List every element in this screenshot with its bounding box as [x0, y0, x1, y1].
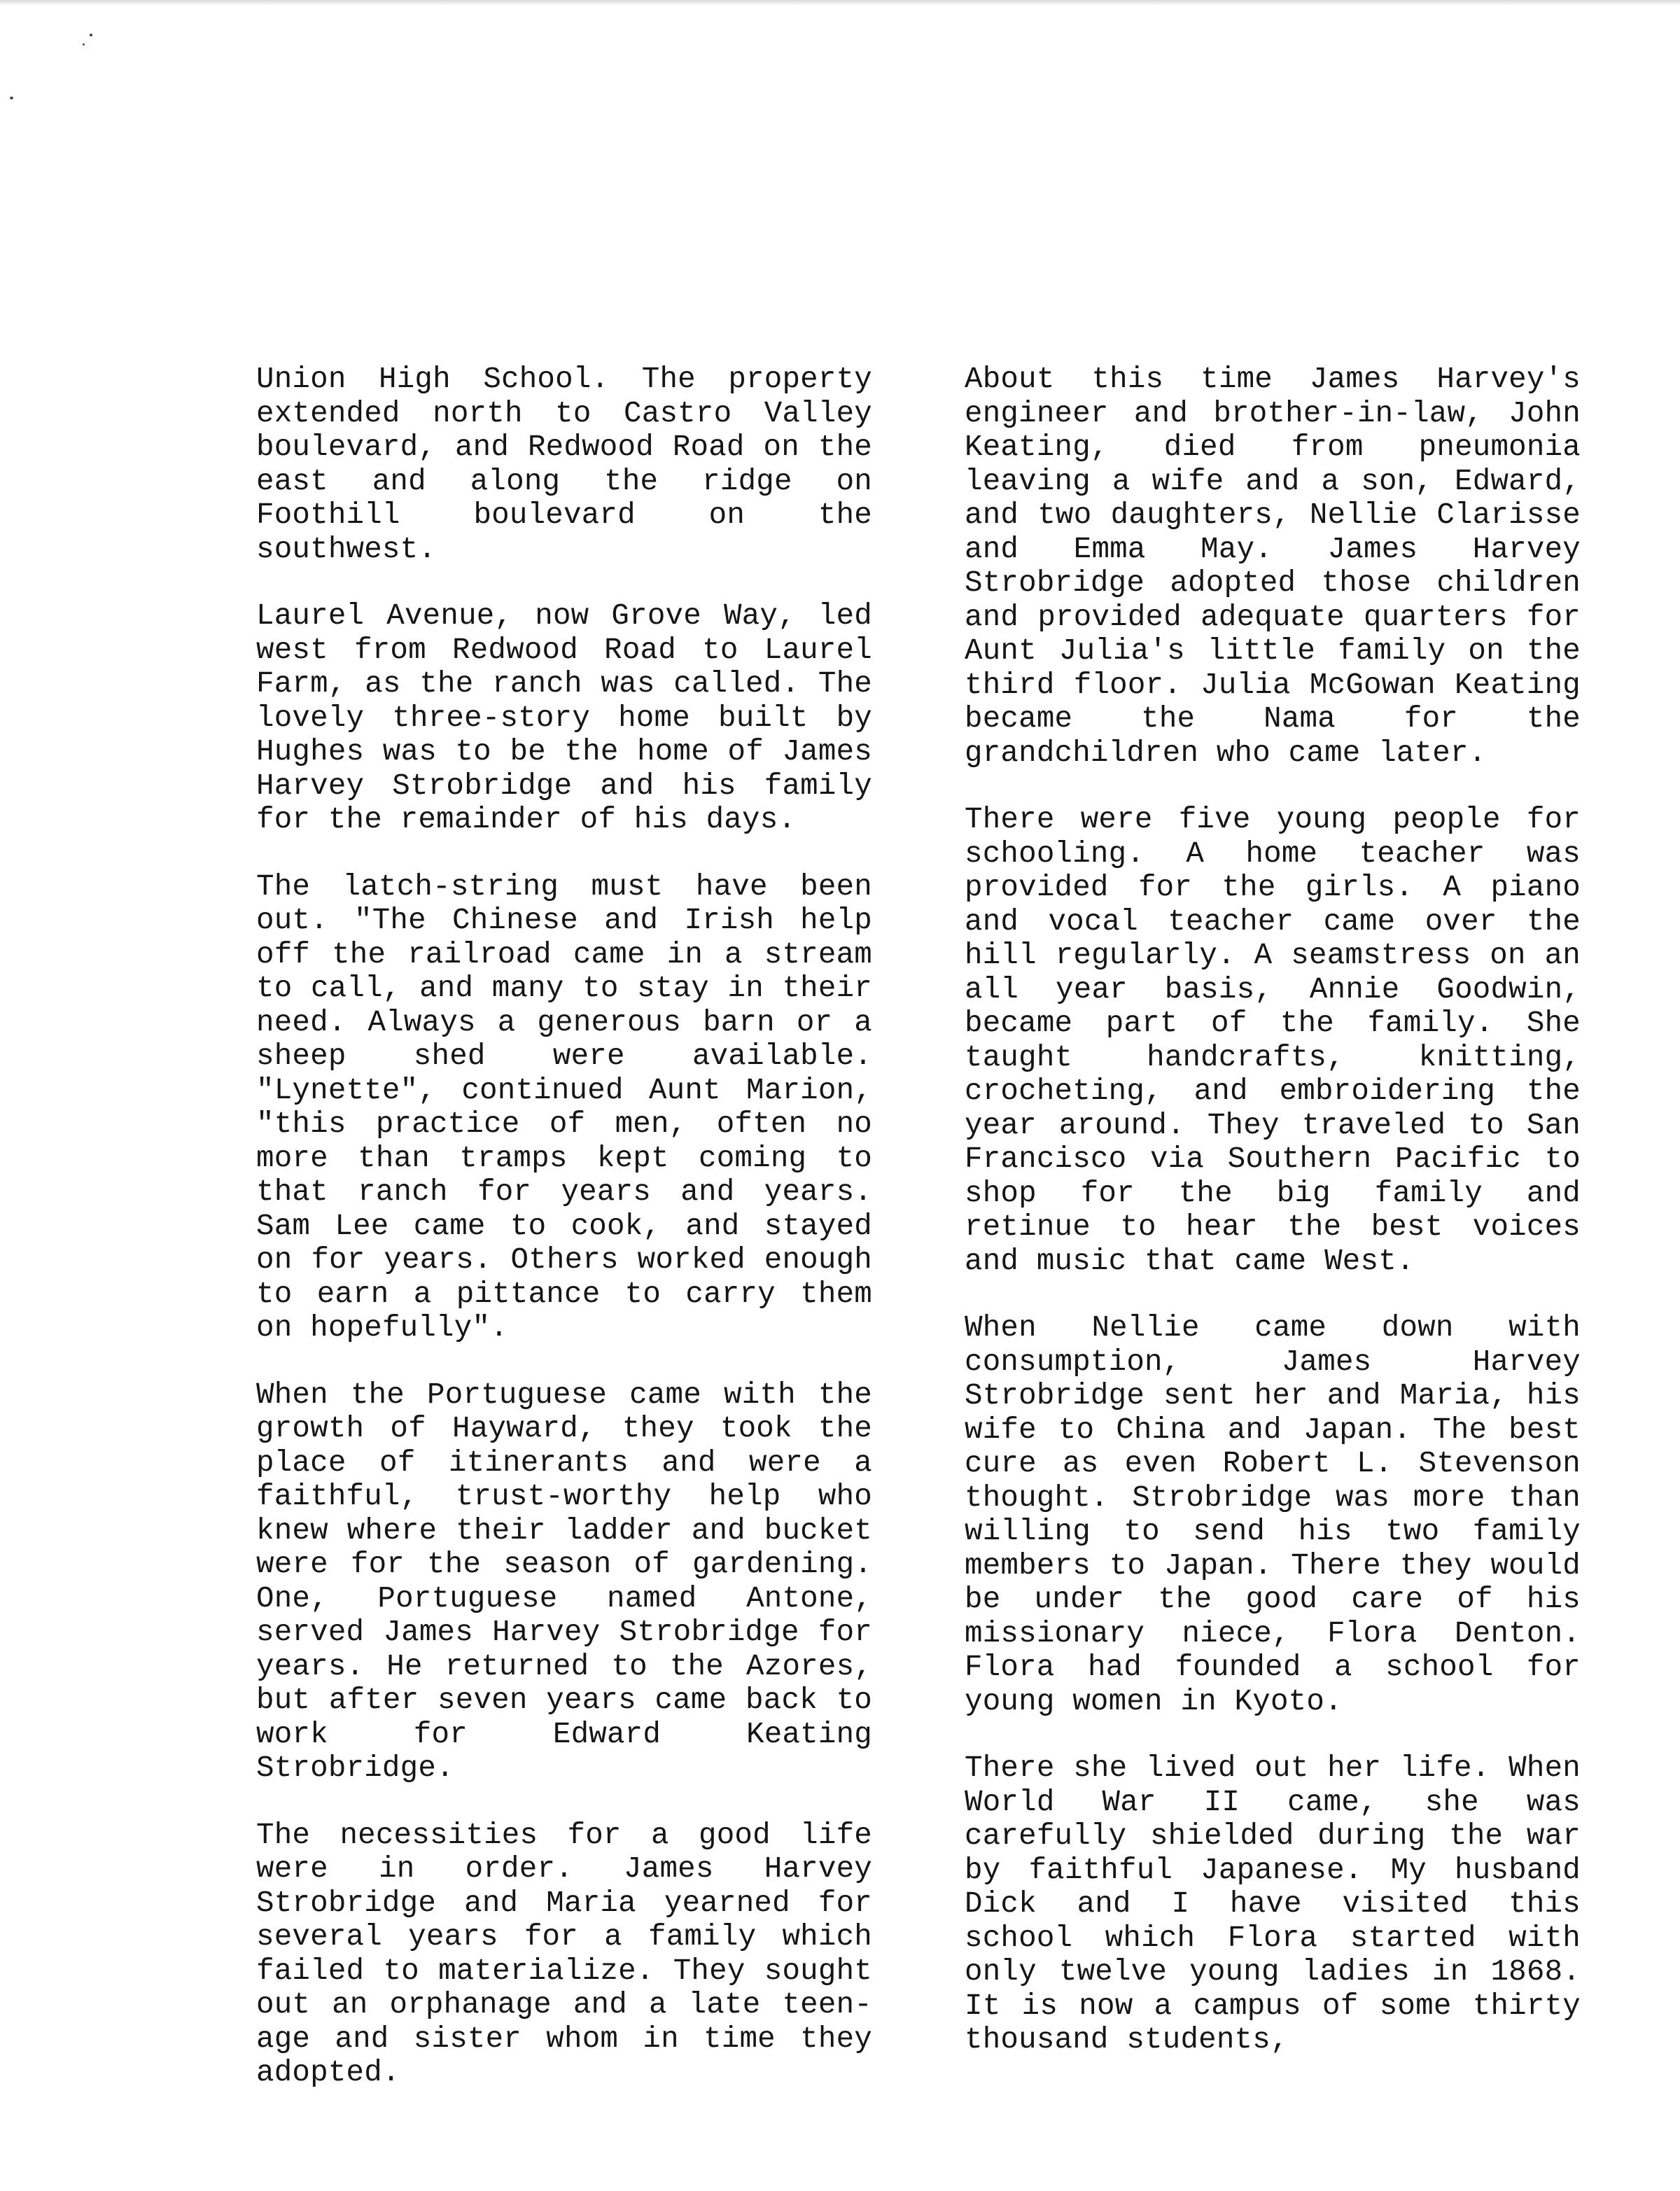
paragraph: The necessities for a good life were in order. James Harvey Strobridge and Maria yearned for several years for a family which failed to materialize. They sought out an orphanage and a late teen-age and sister whom in time they adopted.: [256, 1818, 872, 2090]
scan-speck: [83, 43, 85, 46]
left-column: [256, 363, 872, 2123]
scan-top-edge: [0, 0, 1680, 6]
paragraph: Union High School. The property extended north to Castro Valley boulevard, and Redwood Road on the east and along the ridge on Foothill boulevard on the southwest.: [256, 363, 872, 566]
scan-speck: [90, 34, 92, 36]
right-column: [965, 363, 1581, 2090]
paragraph: Laurel Avenue, now Grove Way, led west from Redwood Road to Laurel Farm, as the ranch was called. The lovely three-story home built by Hughes was to be the home of James Harvey Strobridge and his family for the remainder of his days.: [256, 599, 872, 836]
paragraph: The latch-string must have been out. "The Chinese and Irish help off the railroad came in a stream to call, and many to stay in their need. Always a generous barn or a sheep shed were available. "Lynette", continued Aunt Marion, "this practice of men, often no more than tramps kept coming to that ranch for years and years. Sam Lee came to cook, and stayed on for years. Others worked enough to earn a pittance to carry them on hopefully".: [256, 869, 872, 1345]
paragraph: When the Portuguese came with the growth of Hayward, they took the place of itinerants and were a faithful, trust-worthy help who knew where their ladder and bucket were for the season of gardening. One, Portuguese named Antone, served James Harvey Strobridge for years. He returned to the Azores, but after seven years came back to work for Edward Keating Strobridge.: [256, 1378, 872, 1785]
paragraph: There she lived out her life. When World War II came, she was carefully shielded during the war by faithful Japanese. My husband Dick and I have visited this school which Flora started with only twelve young ladies in 1868. It is now a campus of some thirty thousand students,: [965, 1751, 1581, 2057]
paragraph: When Nellie came down with consumption, James Harvey Strobridge sent her and Maria, his wife to China and Japan. The best cure as even Robert L. Stevenson thought. Strobridge was more than willing to send his two family members to Japan. There they would be under the good care of his missionary niece, Flora Denton. Flora had founded a school for young women in Kyoto.: [965, 1311, 1581, 1718]
paragraph: About this time James Harvey's engineer and brother-in-law, John Keating, died from pneumonia leaving a wife and a son, Edward, and two daughters, Nellie Clarisse and Emma May. James Harvey Strobridge adopted those children and provided adequate quarters for Aunt Julia's little family on the third floor. Julia McGowan Keating became the Nama for the grandchildren who came later.: [965, 363, 1581, 770]
paragraph: There were five young people for schooling. A home teacher was provided for the girls. A piano and vocal teacher came over the hill regularly. A seamstress on an all year basis, Annie Goodwin, became part of the family. She taught handcrafts, knitting, crocheting, and embroidering the year around. They traveled to San Francisco via Southern Pacific to shop for the big family and retinue to hear the best voices and music that came West.: [965, 803, 1581, 1278]
scan-speck: [10, 97, 13, 99]
